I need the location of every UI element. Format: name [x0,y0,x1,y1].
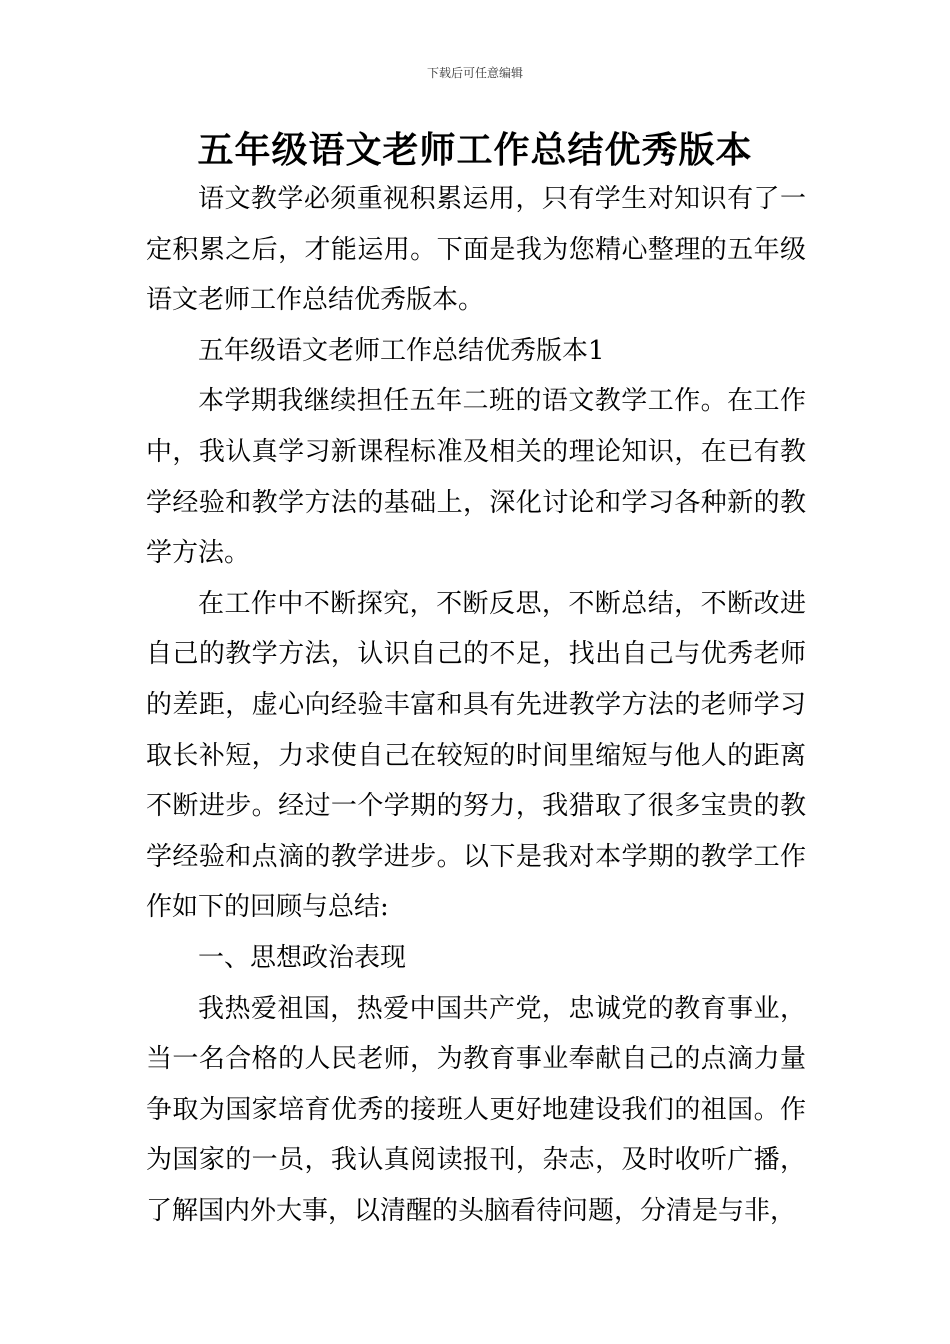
body-paragraph: 我热爱祖国，热爱中国共产党，忠诚党的教育事业，当一名合格的人民老师，为教育事业奉献自己的点滴力量争取为国家培育优秀的接班人更好地建设我们的祖国。作为国家的一员，我认真阅读报刊，杂志，及时收听广播，了解国内外大事，以清醒的头脑看待问题，分清是与非， [146,993,806,1226]
section-heading-1: 五年级语文老师工作总结优秀版本1 [198,335,605,366]
header-note: 下载后可任意编辑 [426,66,523,80]
body-paragraph: 在工作中不断探究，不断反思，不断总结，不断改进自己的教学方法，认识自己的不足，找出自己与优秀老师的差距，虚心向经验丰富和具有先进教学方法的老师学习取长补短，力求使自己在较短的时间里缩短与他人的距离不断进步。经过一个学期的努力，我猎取了很多宝贵的教学经验和点滴的教学进步。以下是我对本学期的教学工作作如下的回顾与总结: [146,588,806,923]
document-title: 五年级语文老师工作总结优秀版本 [197,129,753,171]
body-paragraph: 本学期我继续担任五年二班的语文教学工作。在工作中，我认真学习新课程标准及相关的理论知识，在已有教学经验和教学方法的基础上，深化讨论和学习各种新的教学方法。 [146,386,806,569]
subsection-heading: 一、思想政治表现 [198,942,407,973]
intro-paragraph: 语文教学必须重视积累运用，只有学生对知识有了一定积累之后，才能运用。下面是我为您精心整理的五年级语文老师工作总结优秀版本。 [146,184,806,316]
document-body [146,174,806,1236]
